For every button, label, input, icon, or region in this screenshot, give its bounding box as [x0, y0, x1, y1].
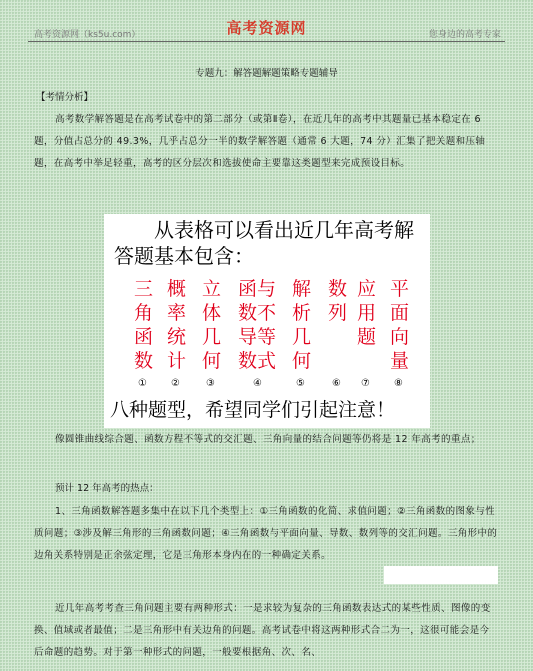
- section-label: 【考情分析】: [36, 92, 94, 103]
- embedded-figure: [104, 214, 430, 428]
- header-right-text: 您身边的高考专家: [428, 30, 501, 40]
- topic-char: [357, 349, 393, 373]
- topic-column-2: [167, 277, 203, 373]
- topic-char: 三: [134, 278, 154, 300]
- topic-char: 析: [292, 302, 312, 324]
- topic-number: ⑧: [394, 378, 403, 389]
- figure-heading: [114, 217, 430, 269]
- figure-heading-line1: 从表格可以看出近几年高考解: [154, 218, 414, 242]
- topic-number: ③: [206, 378, 215, 389]
- topic-char: 数: [328, 278, 348, 300]
- topic-char: 统: [167, 326, 187, 348]
- body-paragraph-3: 预计 12 年高考的热点：: [55, 483, 159, 494]
- topic-char: 面: [390, 302, 410, 324]
- topic-char: 平: [390, 278, 410, 300]
- topic-char: 数: [134, 350, 154, 372]
- topic-column-3: [202, 277, 238, 373]
- topic-column-1: [134, 277, 170, 373]
- topic-char: 角: [134, 302, 154, 324]
- document-title: 专题九：解答题解题策略专题辅导: [195, 68, 338, 79]
- topic-char: 几: [292, 326, 312, 348]
- topic-char: 解: [292, 278, 312, 300]
- topic-char: 计: [167, 350, 187, 372]
- topic-column-8: [390, 277, 426, 373]
- topic-char: 数不: [238, 302, 277, 324]
- topic-char: 率: [167, 302, 187, 324]
- topic-number: ②: [171, 378, 180, 389]
- figure-heading-line2: 答题基本包含：: [114, 244, 254, 268]
- topic-char: 应: [357, 278, 377, 300]
- topic-column-4: [238, 277, 282, 373]
- watermark-patch: [384, 566, 498, 584]
- body-paragraph-5: 近几年高考考查三角问题主要有两种形式：一是求较为复杂的三角函数表达式的某些性质、图像的变换、值域或者最值；二是三角形中有关边角的问题。高考试卷中将这两种形式合二为一，这很可能会是今后命题的趋势。对于第一种形式的问题，一般要根据角、次、名、: [34, 603, 491, 658]
- topic-char: 何: [292, 350, 312, 372]
- site-logo: 高考资源网: [226, 19, 307, 37]
- topic-char: 函: [134, 326, 154, 348]
- topic-number: ⑥: [332, 378, 341, 389]
- topic-number: ⑤: [296, 378, 305, 389]
- body-paragraph-2: 像圆锥曲线综合题、函数方程不等式的交汇题、三角向量的结合问题等仍将是 12 年高考的重点；: [55, 434, 481, 445]
- topic-char: 数式: [238, 350, 277, 372]
- topic-char: 立: [202, 278, 222, 300]
- topic-column-5: [292, 277, 328, 373]
- header-divider: [28, 41, 505, 42]
- header-left-text: 高考资源网（ks5u.com）: [34, 30, 141, 40]
- topic-char: 导等: [238, 326, 277, 348]
- topic-char: 何: [202, 350, 222, 372]
- topic-column-7: [357, 277, 393, 373]
- topic-char: 概: [167, 278, 187, 300]
- topic-char: 向: [390, 326, 410, 348]
- topic-char: 题: [357, 326, 377, 348]
- topic-number: ⑦: [361, 378, 370, 389]
- body-paragraph-4: 1、三角函数解答题多集中在以下几个类型上：①三角函数的化简、求值问题；②三角函数的图象与性质问题；③涉及解三角形的三角函数问题；④三角函数与平面向量、导数、数列等的交汇问题。三角形中的边角关系特别是正余弦定理，它是三角形本身内在的一种确定关系。: [34, 506, 498, 561]
- topic-char: 列: [328, 302, 348, 324]
- topic-char: 用: [357, 302, 377, 324]
- topic-number: ④: [253, 378, 262, 389]
- topic-char: 函与: [238, 278, 277, 300]
- topic-number: ①: [138, 378, 147, 389]
- topic-char: 量: [390, 350, 410, 372]
- topic-char: 体: [202, 302, 222, 324]
- intro-paragraph: 高考数学解答题是在高考试卷中的第二部分（或第Ⅱ卷），在近几年的高考中其题量已基本稳定在 6 题，分值占总分的 49.3%，几乎占总分一半的数学解答题（通常 6 大题，74 分）汇集了把关题和压轴题，在高考中举足轻重，高考的区分层次和选拔使命主要靠这类题型来完成预设目标。: [34, 114, 486, 169]
- topic-char: 几: [202, 326, 222, 348]
- figure-footer: 八种题型，希望同学们引起注意！: [110, 399, 396, 421]
